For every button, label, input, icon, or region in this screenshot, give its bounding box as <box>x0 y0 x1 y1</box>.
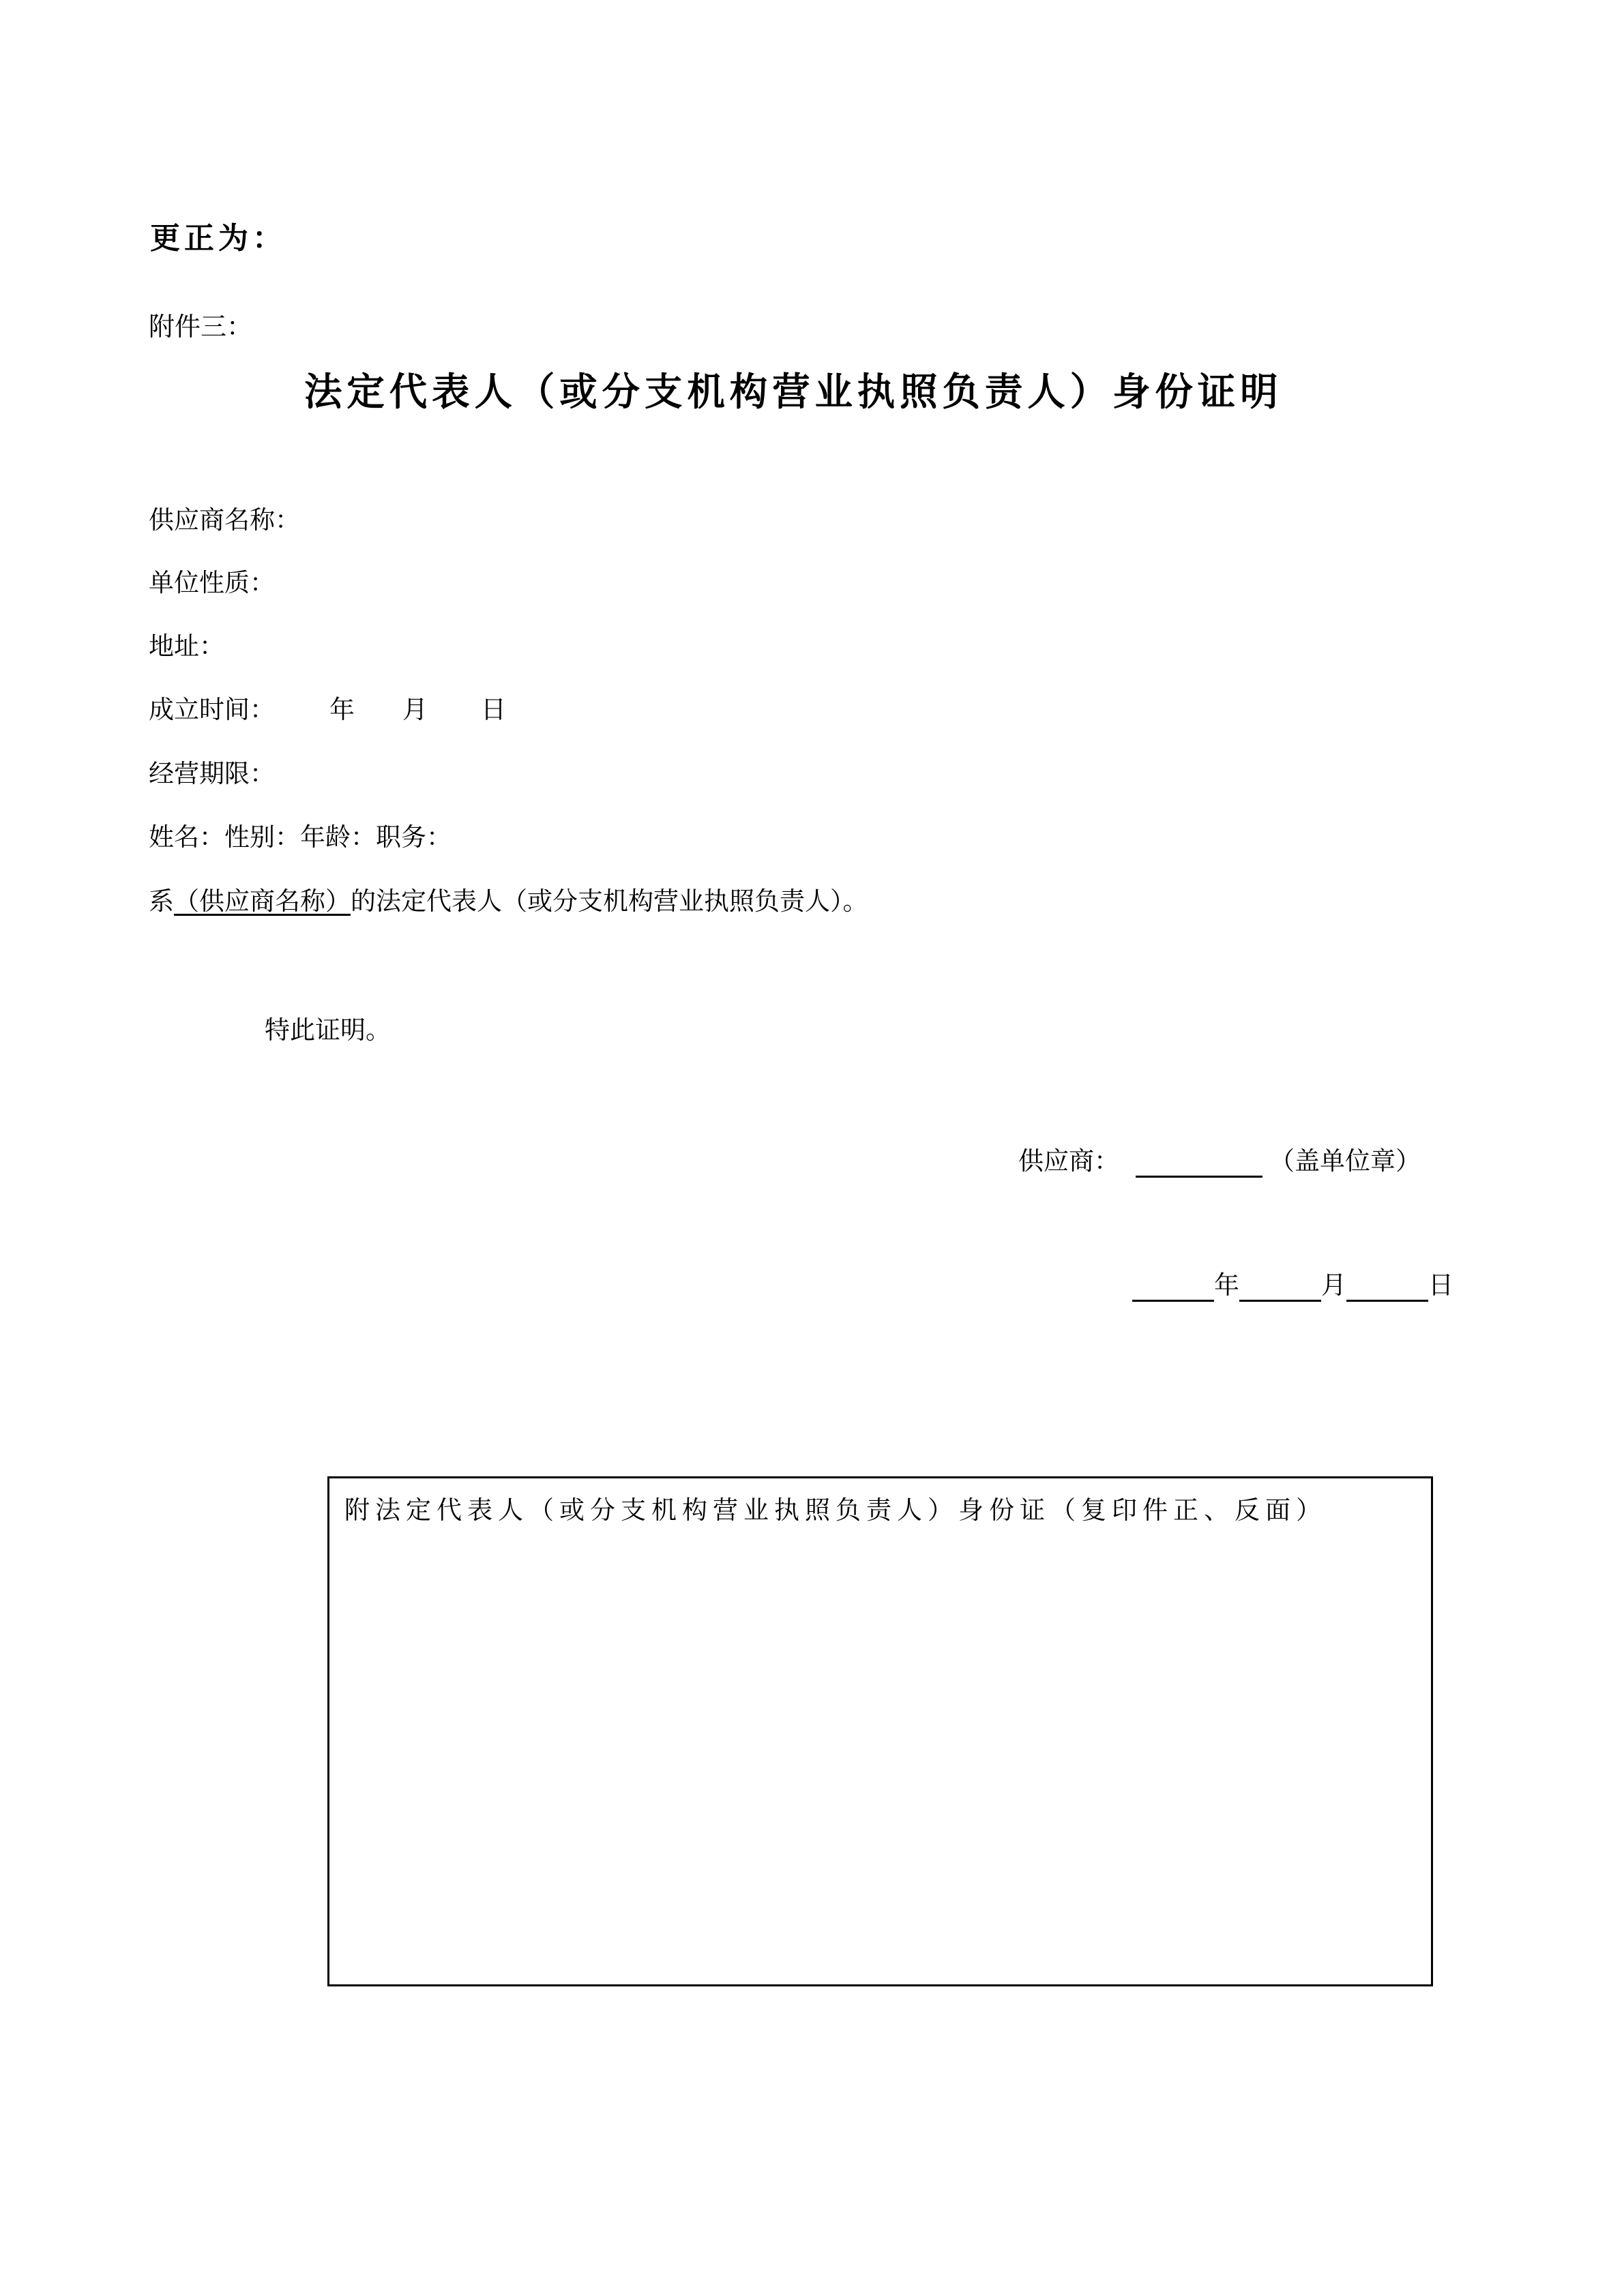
field-label: 成立时间： <box>149 695 275 724</box>
field-person-info <box>149 824 452 850</box>
statement-supplier-placeholder: （供应商名称） <box>174 886 351 916</box>
field-label: 姓名：性别：年龄：职务： <box>149 822 452 852</box>
seal-note: （盖单位章） <box>1269 1146 1421 1176</box>
supplier-label: 供应商： <box>1018 1146 1119 1176</box>
supplier-signature-line <box>1018 1148 1421 1174</box>
signature-date-line <box>1132 1272 1453 1298</box>
supplier-blank[interactable] <box>1136 1175 1263 1178</box>
statement-prefix: 系 <box>149 886 174 916</box>
statement-line <box>149 886 868 916</box>
field-label: 经营期限： <box>149 759 275 788</box>
day-label: 日 <box>481 695 506 724</box>
document-title: 法定代表人（或分支机构营业执照负责人）身份证明 <box>304 370 1283 415</box>
id-box-caption: 附法定代表人（或分支机构营业执照负责人）身份证（复印件正、反面） <box>344 1495 1327 1525</box>
field-label: 单位性质： <box>149 568 275 597</box>
statement-suffix: 的法定代表人（或分支机构营业执照负责人）。 <box>351 886 868 916</box>
year-label: 年 <box>1214 1270 1239 1300</box>
month-blank[interactable] <box>1239 1299 1321 1302</box>
attachment-label: 附件三： <box>149 312 253 342</box>
certify-text: 特此证明。 <box>265 1015 391 1045</box>
field-business-term <box>149 761 275 786</box>
month-label: 月 <box>402 695 428 724</box>
correction-heading: 更正为： <box>150 221 286 256</box>
year-label: 年 <box>329 695 355 724</box>
field-address <box>149 633 224 659</box>
field-label: 地址： <box>149 631 224 661</box>
id-card-copy-box <box>327 1476 1433 1986</box>
month-label: 月 <box>1321 1270 1346 1300</box>
field-label: 供应商名称： <box>149 505 300 535</box>
field-entity-type <box>149 570 275 595</box>
field-established-date <box>149 697 506 722</box>
day-blank[interactable] <box>1346 1299 1428 1302</box>
day-label: 日 <box>1428 1270 1453 1300</box>
year-blank[interactable] <box>1132 1299 1214 1302</box>
field-supplier-name <box>149 507 300 533</box>
